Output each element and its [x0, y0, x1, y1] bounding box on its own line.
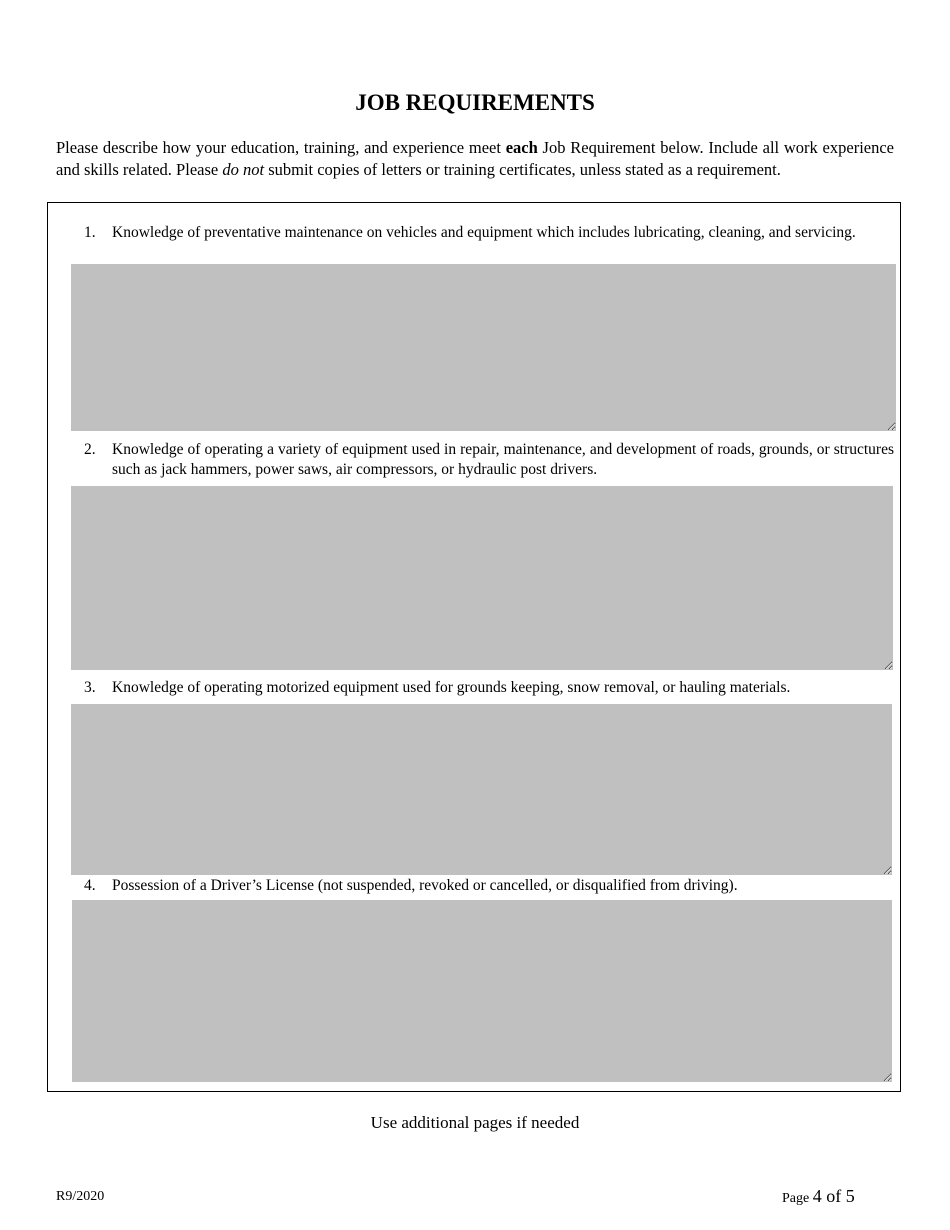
response-field-2[interactable]	[71, 486, 893, 670]
intro-text-2: Job Requirement below. Include all work experience and skills related. Please	[56, 138, 894, 179]
intro-italic: do not	[222, 160, 265, 179]
page-total: 5	[845, 1186, 855, 1206]
page-number	[782, 1186, 855, 1207]
requirement-number: 3.	[84, 679, 96, 696]
requirement-number: 2.	[84, 441, 96, 458]
page-of: of	[826, 1186, 842, 1206]
requirement-3	[84, 678, 894, 698]
response-field-1[interactable]	[71, 264, 896, 431]
requirement-number: 4.	[84, 877, 96, 894]
intro-bold: each	[505, 138, 538, 157]
requirement-2	[84, 440, 894, 480]
page-label: Page	[782, 1191, 810, 1206]
additional-pages-note: Use additional pages if needed	[370, 1113, 580, 1132]
intro-text-3: submit copies of letters or training certificates, unless stated as a requirement.	[264, 160, 781, 179]
revision-date: R9/2020	[56, 1189, 105, 1204]
requirement-text: Possession of a Driver’s License (not suspended, revoked or cancelled, or disqualified from driving).	[112, 877, 738, 894]
requirement-text: Knowledge of operating motorized equipment used for grounds keeping, snow removal, or hauling materials.	[112, 679, 791, 696]
instructions-paragraph	[56, 137, 894, 181]
requirement-1	[84, 223, 894, 243]
page-current: 4	[812, 1186, 822, 1206]
response-field-3[interactable]	[71, 704, 892, 875]
requirement-4	[84, 876, 894, 896]
requirement-text: Knowledge of preventative maintenance on vehicles and equipment which includes lubricating, cleaning, and servicing.	[112, 224, 856, 241]
requirement-number: 1.	[84, 224, 96, 241]
page-title: JOB REQUIREMENTS	[355, 90, 595, 115]
requirement-text: Knowledge of operating a variety of equipment used in repair, maintenance, and development of roads, grounds, or structures such as jack hammers, power saws, air compressors, or hydraulic post drivers.	[112, 441, 894, 478]
response-field-4[interactable]	[72, 900, 892, 1082]
intro-text-1: Please describe how your education, training, and experience meet	[56, 138, 506, 157]
